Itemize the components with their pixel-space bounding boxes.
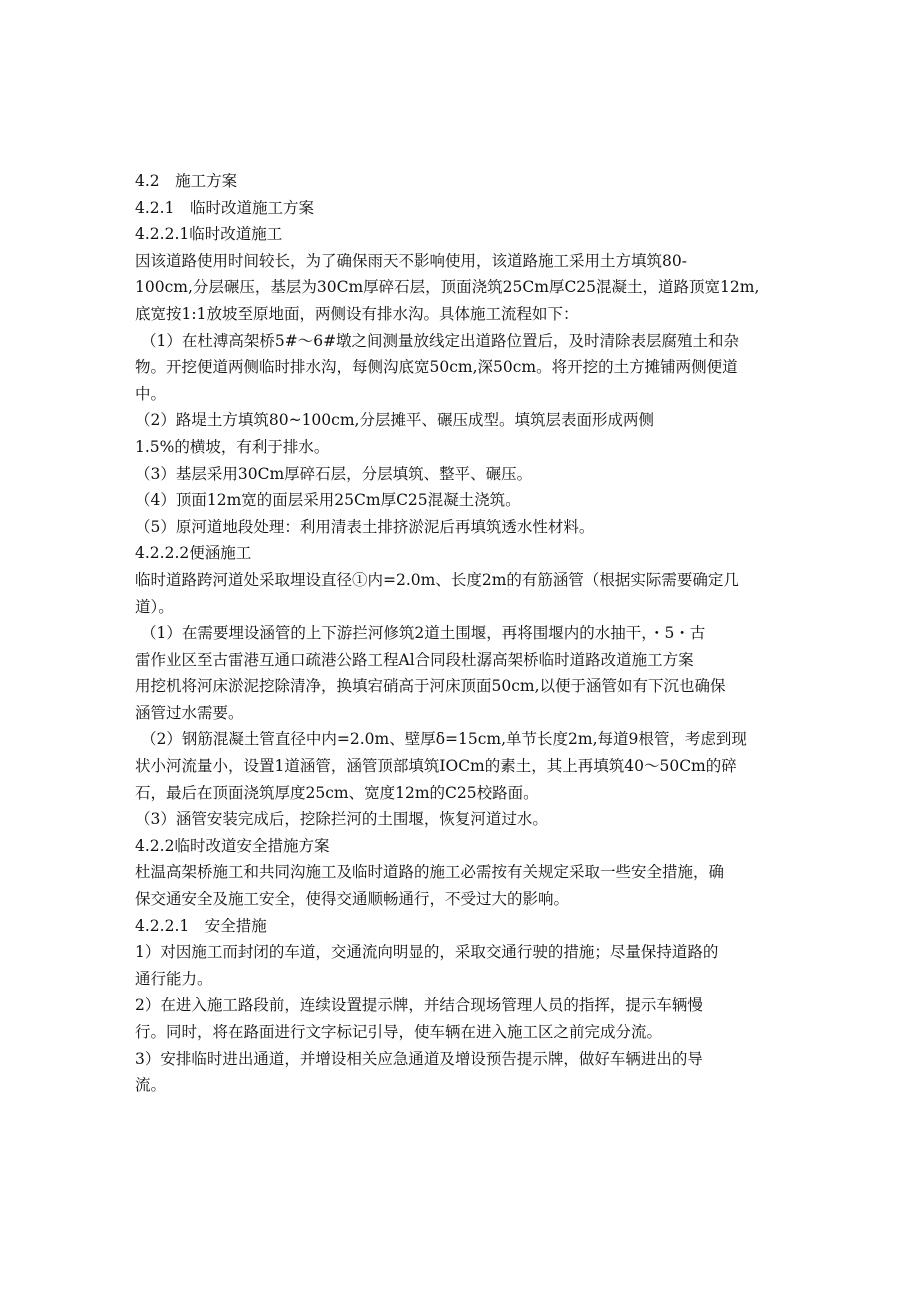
subsection-heading: 4.2.2.1临时改道施工 <box>135 225 283 244</box>
list-item-line: 1）对因施工而封闭的车道，交通流向明显的，采取交通行驶的措施；尽量保持道路的 <box>135 943 719 962</box>
list-item-line: （5）原河道地段处理：利用清表土排挤淤泥后再填筑透水性材料。 <box>135 517 595 536</box>
paragraph-line: 行。同时，将在路面进行文字标记引导，使车辆在进入施工区之前完成分流。 <box>135 1023 663 1041</box>
subsection-heading: 4.2.2临时改道安全措施方案 <box>135 836 330 855</box>
list-item-line: （2）钢筋混凝土管直径中内=2.0m、壁厚δ=15cm,单节长度2m,每道9根管，考虑到现 <box>141 730 747 749</box>
paragraph-line: 石，最后在顶面浇筑厚度25cm、宽度12m的C25校路面。 <box>135 783 539 802</box>
page-header-line: 雷作业区至古雷港互通口疏港公路工程Al合同段杜潺高架桥临时道路改道施工方案 <box>135 650 694 669</box>
paragraph-line: 因该道路使用时间较长，为了确保雨天不影响使用，该道路施工采用土方填筑80- <box>135 251 687 270</box>
subsection-heading: 4.2.2.1 安全措施 <box>135 916 267 935</box>
list-item-line: （3）基层采用30Cm厚碎石层，分层填筑、整平、碾压。 <box>135 464 533 483</box>
paragraph-line: 涵管过水需要。 <box>135 703 244 722</box>
list-item-line: 3）安排临时进出通道，并增设相关应急通道及增设预告提示牌，做好车辆进出的导 <box>135 1049 703 1068</box>
paragraph-line: 100cm,分层碾压，基层为30Cm厚碎石层，顶面浇筑25Cm厚C25混凝土，道路顶宽12m, <box>135 278 760 297</box>
list-item-line: 2）在进入施工路段前，连续设置提示牌，并结合现场管理人员的指挥，提示车辆慢 <box>135 996 703 1015</box>
paragraph-line: 1.5%的横坡，有利于排水。 <box>135 437 330 456</box>
list-item-line: （1）在需要埋设涵管的上下游拦河修筑2道土围堰，再将围堰内的水抽干，・5・古 <box>141 624 706 643</box>
paragraph-line: 临时道路跨河道处采取埋设直径①内=2.0m、长度2m的有筋涵管（根据实际需要确定几 <box>135 570 739 589</box>
section-heading: 4.2 施工方案 <box>135 172 238 190</box>
list-item-line: （1）在杜溥高架桥5#～6#墩之间测量放线定出道路位置后，及时清除表层腐殖土和杂 <box>141 331 740 350</box>
document-body <box>135 168 785 1099</box>
paragraph-line: 通行能力。 <box>135 969 213 988</box>
paragraph-line: 底宽按1:1放坡至原地面，两侧设有排水沟。具体施工流程如下： <box>135 304 579 323</box>
list-item-line: （2）路堤土方填筑80~100cm,分层摊平、碾压成型。填筑层表面形成两侧 <box>135 411 654 430</box>
subsection-heading: 4.2.1 临时改道施工方案 <box>135 198 314 217</box>
list-item-line: （4）顶面12m宽的面层采用25Cm厚C25混凝土浇筑。 <box>135 491 521 510</box>
paragraph-line: 物。开挖便道两侧临时排水沟，每侧沟底宽50cm,深50cm。将开挖的土方摊铺两侧便道 <box>135 358 738 377</box>
paragraph-line: 中。 <box>135 384 167 403</box>
subsection-heading: 4.2.2.2便涵施工 <box>135 544 252 563</box>
paragraph-line: 流。 <box>135 1076 167 1095</box>
list-item-line: （3）涵管安装完成后，挖除拦河的土围堰，恢复河道过水。 <box>135 810 548 829</box>
paragraph-line: 道）。 <box>135 597 174 616</box>
paragraph-line: 状小河流量小，设置1道涵管，涵管顶部填筑IOCm的素土，其上再填筑40～50Cm的碎 <box>135 757 737 776</box>
paragraph-line: 用挖机将河床淤泥挖除清净，换填宕硝高于河床顶面50cm,以便于涵管如有下沉也确保 <box>135 677 726 696</box>
paragraph-line: 保交通安全及施工安全，使得交通顺畅通行，不受过大的影响。 <box>135 890 570 909</box>
paragraph-line: 杜温高架桥施工和共同沟施工及临时道路的施工必需按有关规定采取一些安全措施，确 <box>135 863 725 882</box>
